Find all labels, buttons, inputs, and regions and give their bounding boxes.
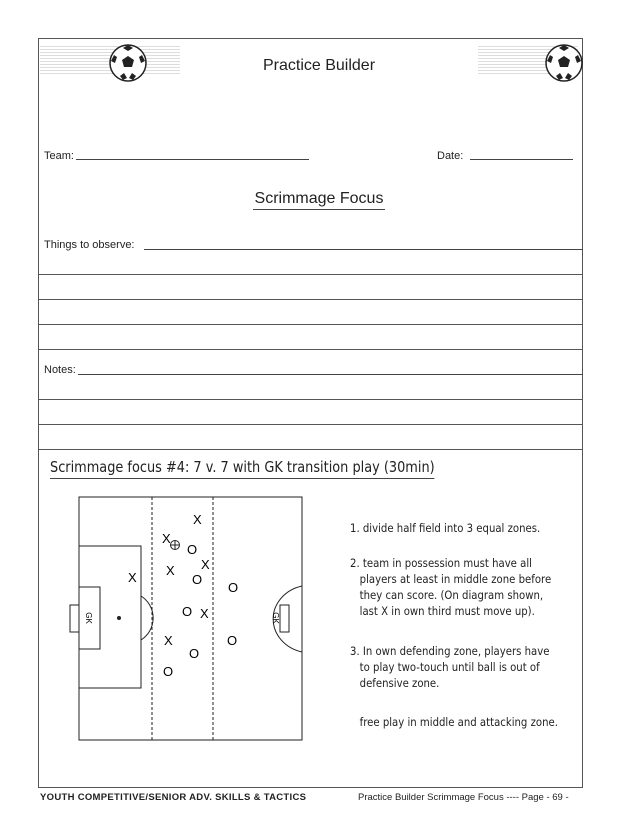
player-markers — [128, 512, 238, 679]
drill-title: Scrimmage focus #4: 7 v. 7 with GK transition play (30min) — [50, 458, 435, 476]
field-diagram — [60, 490, 310, 745]
notes-field[interactable] — [78, 374, 583, 375]
date-label: Date: — [437, 150, 464, 162]
penalty-spot — [117, 616, 121, 620]
player-o: O — [228, 580, 239, 595]
player-o: O — [187, 542, 198, 557]
goal-right — [280, 605, 289, 632]
section-divider — [38, 449, 583, 450]
observe-line[interactable] — [38, 299, 583, 300]
observe-field[interactable] — [144, 249, 583, 250]
soccer-ball-icon — [171, 541, 180, 550]
goal-left — [70, 605, 79, 632]
section-title: Scrimmage Focus — [0, 190, 638, 208]
gk-left-label: GK — [84, 612, 93, 624]
instruction-4: free play in middle and attacking zone. — [350, 715, 558, 729]
observe-line[interactable] — [38, 324, 583, 325]
player-x: X — [162, 531, 171, 546]
instruction-2: 2. team in possession must have all players at least in middle zone before they can score. (On diagram shown, last X in own third must move up). — [350, 556, 552, 618]
team-field[interactable] — [76, 159, 309, 160]
footer-right: Practice Builder Scrimmage Focus ---- Page - 69 - — [358, 792, 569, 803]
notes-line[interactable] — [38, 399, 583, 400]
player-o: O — [163, 664, 174, 679]
instruction-1: 1. divide half field into 3 equal zones. — [350, 521, 541, 535]
gk-right-label: GK — [271, 612, 280, 624]
player-x: X — [164, 633, 173, 648]
footer-left: YOUTH COMPETITIVE/SENIOR ADV. SKILLS & TACTICS — [40, 792, 307, 803]
observe-label: Things to observe: — [44, 239, 135, 251]
date-field[interactable] — [470, 159, 573, 160]
player-o: O — [227, 633, 238, 648]
player-o: O — [182, 604, 193, 619]
player-o: O — [192, 572, 203, 587]
instruction-3: 3. In own defending zone, players have to play two-touch until ball is out of defensive zone. — [350, 644, 550, 690]
team-label: Team: — [44, 150, 74, 162]
observe-line[interactable] — [38, 349, 583, 350]
player-x: X — [166, 563, 175, 578]
player-x: X — [193, 512, 202, 527]
notes-line[interactable] — [38, 424, 583, 425]
page-title: Practice Builder — [262, 57, 376, 74]
penalty-arc — [141, 596, 153, 640]
player-x: X — [200, 606, 209, 621]
player-o: O — [189, 646, 200, 661]
player-x: X — [201, 557, 210, 572]
player-x: X — [128, 570, 137, 585]
notes-label: Notes: — [44, 364, 76, 376]
observe-line[interactable] — [38, 274, 583, 275]
